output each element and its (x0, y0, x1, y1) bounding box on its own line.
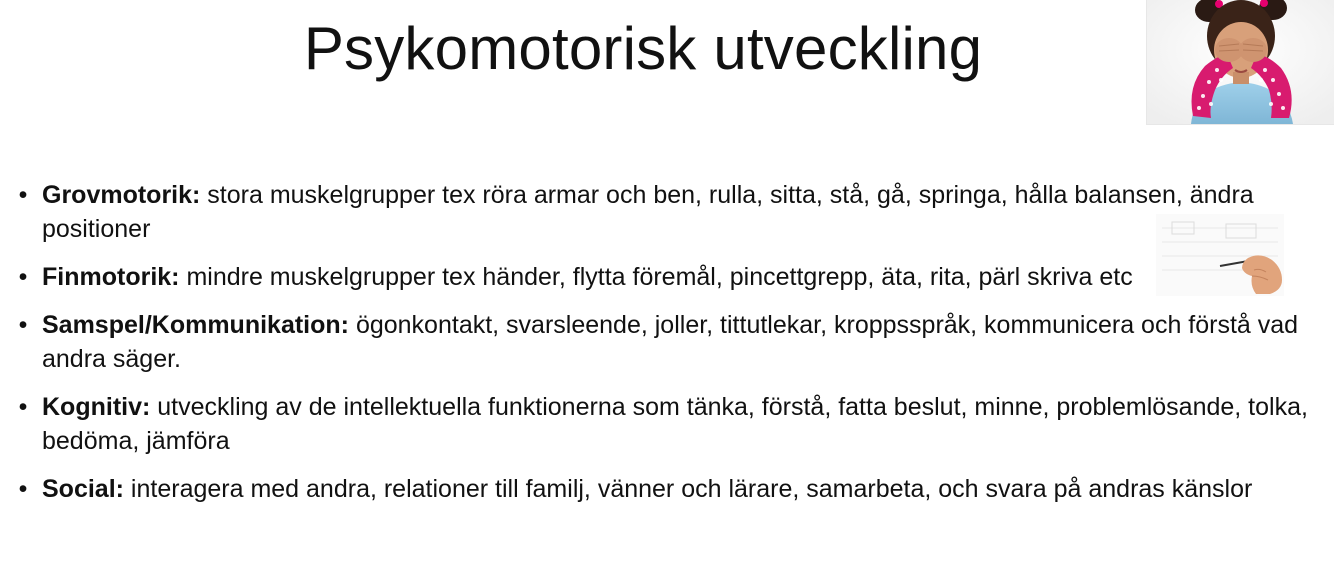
list-item (16, 472, 1316, 506)
bullet-dot: • (18, 393, 28, 421)
bullet-term: Samspel/Kommunikation: (42, 311, 349, 339)
bullet-term: Social: (42, 475, 124, 503)
list-item (16, 308, 1316, 376)
bullet-term: Kognitiv: (42, 393, 151, 421)
bullet-dot: • (18, 263, 28, 291)
bullet-term: Finmotorik: (42, 263, 180, 291)
list-item (16, 260, 1316, 294)
bullet-text: utveckling av de intellektuella funktionerna som tänka, förstå, fatta beslut, minne, problemlösande, tolka, bedöma, jämföra (42, 393, 1308, 455)
bullet-text: interagera med andra, relationer till familj, vänner och lärare, samarbeta, och svara på andras känslor (123, 475, 1253, 503)
bullet-text: stora muskelgrupper tex röra armar och ben, rulla, sitta, stå, gå, springa, hålla balansen, ändra positioner (42, 181, 1254, 243)
bullet-list (16, 178, 1316, 520)
bullet-text: ögonkontakt, svarsleende, joller, tittutlekar, kroppsspråk, kommunicera och förstå vad andra säger. (42, 311, 1299, 373)
slide-title: Psykomotorisk utveckling (303, 15, 983, 82)
bullet-text: mindre muskelgrupper tex händer, flytta föremål, pincettgrepp, äta, rita, pärl skriva etc (179, 263, 1133, 291)
bullet-term: Grovmotorik: (42, 181, 201, 209)
list-item (16, 390, 1316, 458)
bullet-dot: • (18, 311, 28, 339)
bullet-dot: • (18, 181, 28, 209)
bullet-dot: • (18, 475, 28, 503)
list-item (16, 178, 1316, 246)
child-covering-eyes-photo (1146, 0, 1334, 125)
